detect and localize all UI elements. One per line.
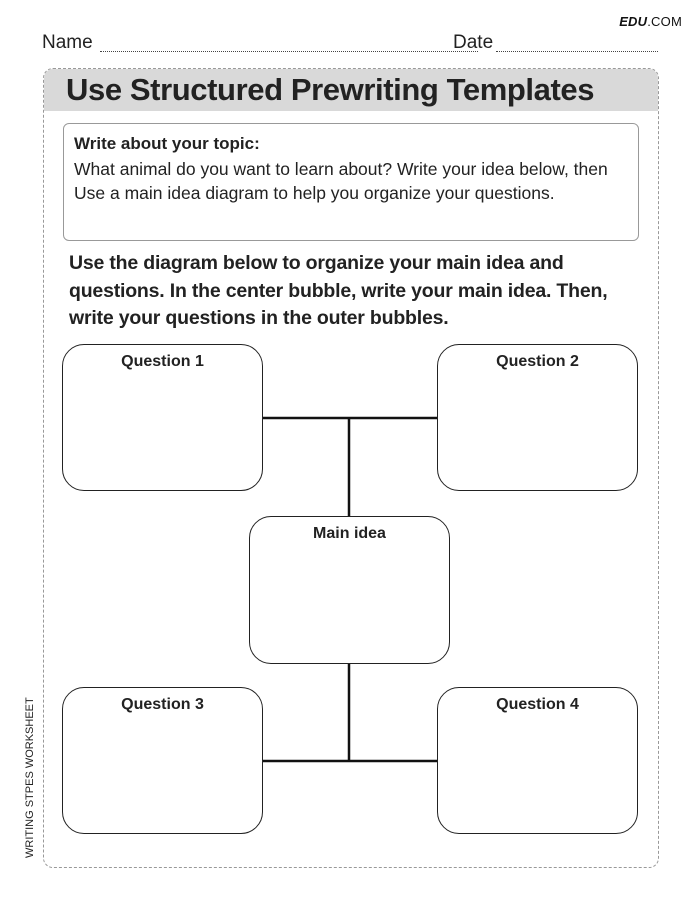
question-2-label: Question 2 (496, 353, 579, 370)
diagram-instruction: Use the diagram below to organize your main idea and questions. In the center bubble, write your main idea. Then, write your questions in the outer bubbles. (69, 252, 608, 329)
question-3-label: Question 3 (121, 696, 204, 713)
brand-suffix: .COM (647, 14, 682, 29)
topic-heading: Write about your topic: (74, 134, 260, 153)
question-1-bubble[interactable] (62, 344, 263, 491)
page-title: Use Structured Prewriting Templates (66, 72, 595, 107)
main-idea-bubble[interactable] (249, 516, 450, 664)
name-label: Name (42, 32, 93, 53)
question-3-bubble[interactable] (62, 687, 263, 834)
question-4-label: Question 4 (496, 696, 579, 713)
main-idea-label: Main idea (313, 525, 386, 542)
question-1-label: Question 1 (121, 353, 204, 370)
topic-body: What animal do you want to learn about? Write your idea below, then Use a main idea diagram to help you organize your questions. (74, 159, 608, 203)
question-2-bubble[interactable] (437, 344, 638, 491)
brand-name: EDU (619, 14, 648, 29)
date-label: Date (453, 32, 494, 53)
question-4-bubble[interactable] (437, 687, 638, 834)
worksheet-side-label: WRITING STPES WORKSHEET (24, 697, 36, 858)
